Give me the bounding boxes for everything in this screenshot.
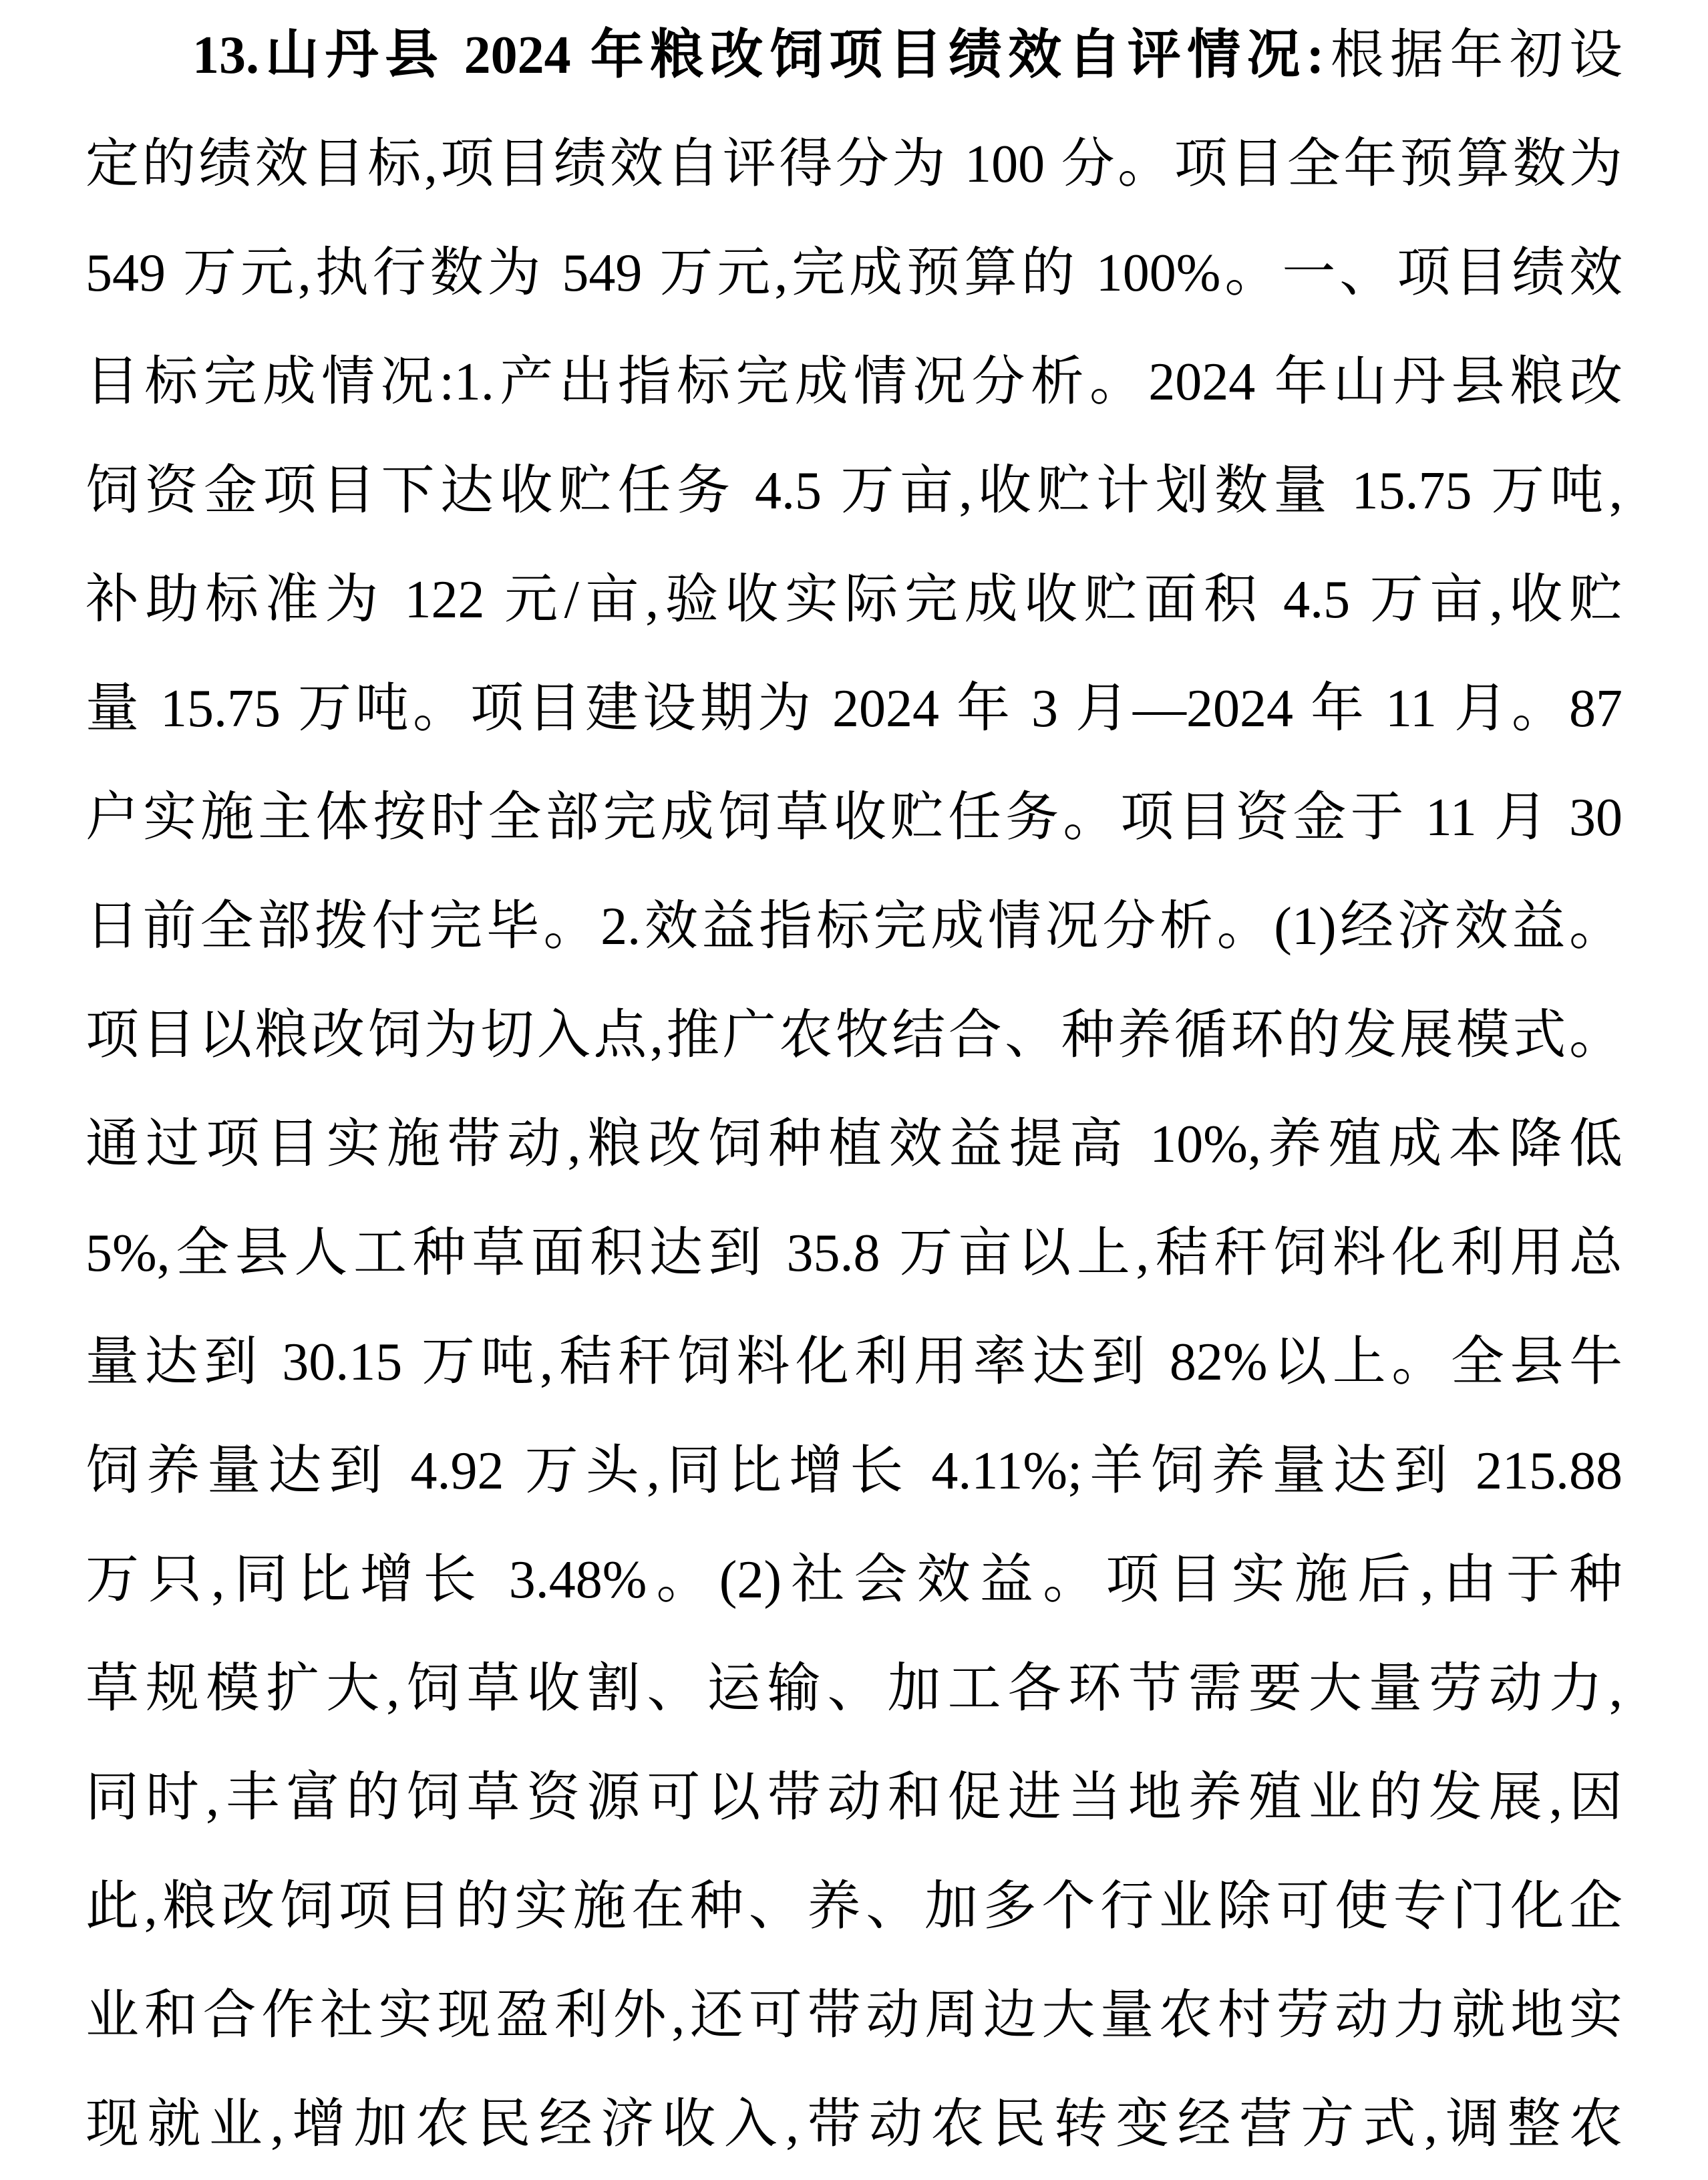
- text-line: 户实施主体按时全部完成饲草收贮任务。项目资金于 11 月 30: [86, 788, 1622, 847]
- text-line: 5%,全县人工种草面积达到 35.8 万亩以上,秸秆饲料化利用总: [86, 1224, 1622, 1283]
- text-line: 量达到 30.15 万吨,秸秆饲料化利用率达到 82%以上。全县牛: [86, 1333, 1622, 1392]
- text-line: 万只,同比增长 3.48%。(2)社会效益。项目实施后,由于种: [86, 1551, 1622, 1609]
- text-line: 同时,丰富的饲草资源可以带动和促进当地养殖业的发展,因: [86, 1768, 1622, 1827]
- text-line: 量 15.75 万吨。项目建设期为 2024 年 3 月—2024 年 11 月。87: [86, 679, 1622, 738]
- text-line: 草规模扩大,饲草收割、运输、加工各环节需要大量劳动力,: [86, 1660, 1622, 1718]
- section-heading: 13.山丹县 2024 年粮改饲项目绩效自评情况:: [192, 26, 1325, 85]
- heading-continuation-text: 根据年初设: [1324, 26, 1623, 85]
- text-line: 日前全部拨付完毕。2.效益指标完成情况分析。(1)经济效益。: [86, 897, 1622, 956]
- text-line: 现就业,增加农民经济收入,带动农民转变经营方式,调整农: [86, 2095, 1622, 2154]
- text-line: 业和合作社实现盈利外,还可带动周边大量农村劳动力就地实: [86, 1986, 1622, 2045]
- text-line: 饲养量达到 4.92 万头,同比增长 4.11%;羊饲养量达到 215.88: [86, 1442, 1622, 1501]
- text-line: 549 万元,执行数为 549 万元,完成预算的 100%。一、项目绩效: [86, 244, 1622, 303]
- text-line: 补助标准为 122 元/亩,验收实际完成收贮面积 4.5 万亩,收贮: [86, 571, 1622, 629]
- text-line: 项目以粮改饲为切入点,推广农牧结合、种养循环的发展模式。: [86, 1006, 1622, 1065]
- text-line: 通过项目实施带动,粮改饲种植效益提高 10%,养殖成本降低: [86, 1115, 1622, 1174]
- text-line: 此,粮改饲项目的实施在种、养、加多个行业除可使专门化企: [86, 1877, 1622, 1936]
- paragraph-body: [86, 110, 1622, 2179]
- text-line: 目标完成情况:1.产出指标完成情况分析。2024 年山丹县粮改: [86, 353, 1622, 412]
- paragraph-first-line: [86, 1, 1622, 110]
- text-line: 定的绩效目标,项目绩效自评得分为 100 分。项目全年预算数为: [86, 135, 1622, 194]
- text-line: 饲资金项目下达收贮任务 4.5 万亩,收贮计划数量 15.75 万吨,: [86, 462, 1622, 520]
